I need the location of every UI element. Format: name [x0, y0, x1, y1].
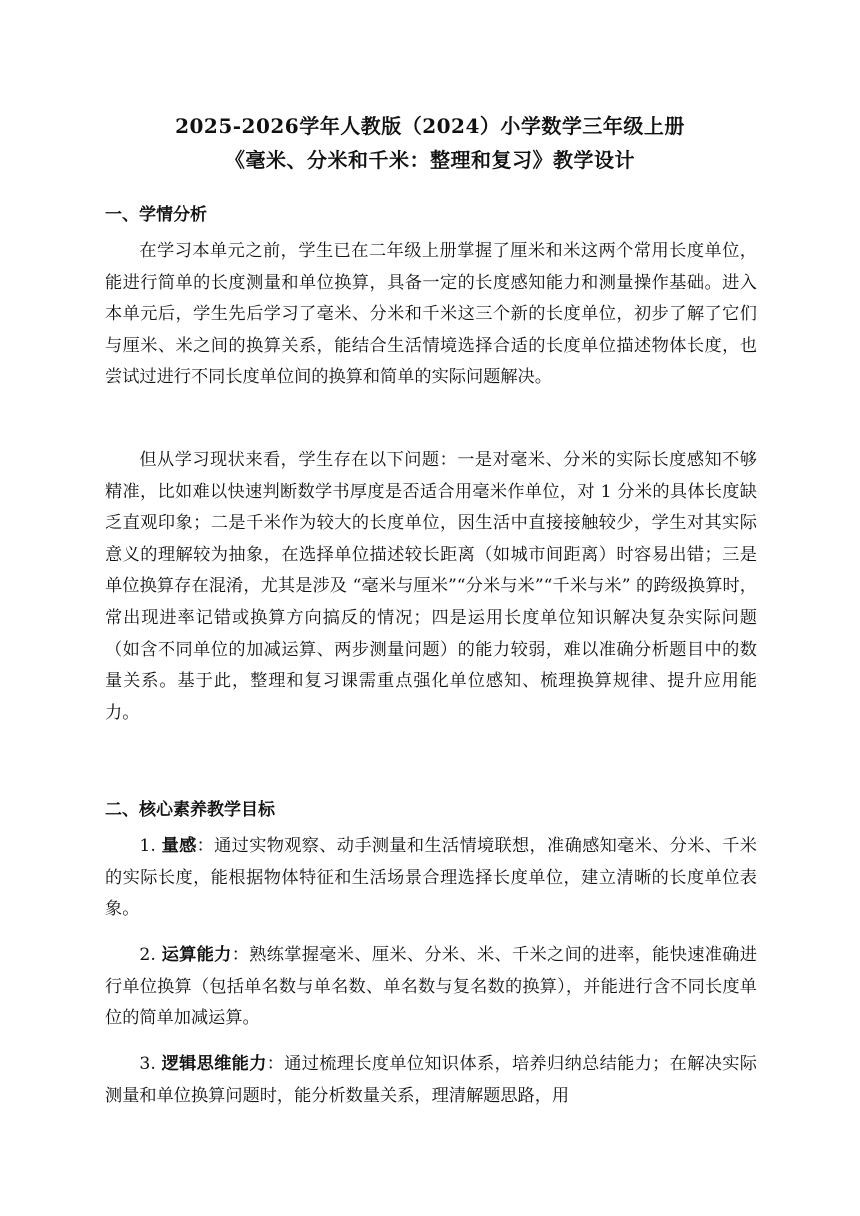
goal-item — [105, 1049, 757, 1112]
goal-label: 运算能力 — [161, 945, 232, 965]
goal-item — [105, 940, 757, 1035]
section-heading-learning-analysis: 一、学情分析 — [105, 205, 207, 225]
goal-text: ：通过实物观察、动手测量和生活情境联想，准确感知毫米、分米、千米的实际长度，能根据物体特征和生活场景合理选择长度单位，建立清晰的长度单位表象。 — [105, 836, 757, 920]
document-title-line-2: 《毫米、分米和千米：整理和复习》教学设计 — [225, 148, 635, 172]
goal-number: 1. — [139, 836, 162, 856]
paragraph-prior-knowledge: 在学习本单元之前，学生已在二年级上册掌握了厘米和米这两个常用长度单位，能进行简单的长度测量和单位换算，具备一定的长度感知能力和测量操作基础。进入本单元后，学生先后学习了毫米、分米和千米这三个新的长度单位，初步了解了它们与厘米、米之间的换算关系，能结合生活情境选择合适的长度单位描述物体长度，也尝试过进行不同长度单位间的换算和简单的实际问题解决。 — [105, 241, 757, 388]
paragraph-learning-problems: 但从学习现状来看，学生存在以下问题：一是对毫米、分米的实际长度感知不够精准，比如难以快速判断数学书厚度是否适合用毫米作单位，对 1 分米的具体长度缺乏直观印象；二是千米作为较大的长度单位，因生活中直接接触较少，学生对其实际意义的理解较为抽象，在选择单位描述较长距离（如城市间距离）时容易出错；三是单位换算存在混淆，尤其是涉及 “毫米与厘米”“分米与米”“千米与米” 的跨级换算时，常出现进率记错或换算方向搞反的情况；四是运用长度单位知识解决复杂实际问题（如含不同单位的加减运算、两步测量问题）的能力较弱，难以准确分析题目中的数量关系。基于此，整理和复习课需重点强化单位感知、梳理换算规律、提升应用能力。 — [105, 450, 757, 723]
document-title-line-1: 2025-2026学年人教版（2024）小学数学三年级上册 — [175, 114, 685, 138]
goal-number: 3. — [139, 1054, 162, 1074]
goal-text: ：通过梳理长度单位知识体系，培养归纳总结能力；在解决实际测量和单位换算问题时，能分析数量关系，理清解题思路，用 — [105, 1054, 757, 1106]
goal-item — [105, 831, 757, 926]
section-heading-teaching-goals: 二、核心素养教学目标 — [105, 800, 275, 820]
goal-label: 逻辑思维能力 — [161, 1054, 267, 1074]
goal-label: 量感 — [161, 836, 197, 856]
goal-number: 2. — [139, 945, 162, 965]
goal-text: ：熟练掌握毫米、厘米、分米、米、千米之间的进率，能快速准确进行单位换算（包括单名数与单名数、单名数与复名数的换算），并能进行含不同长度单位的简单加减运算。 — [105, 945, 757, 1029]
